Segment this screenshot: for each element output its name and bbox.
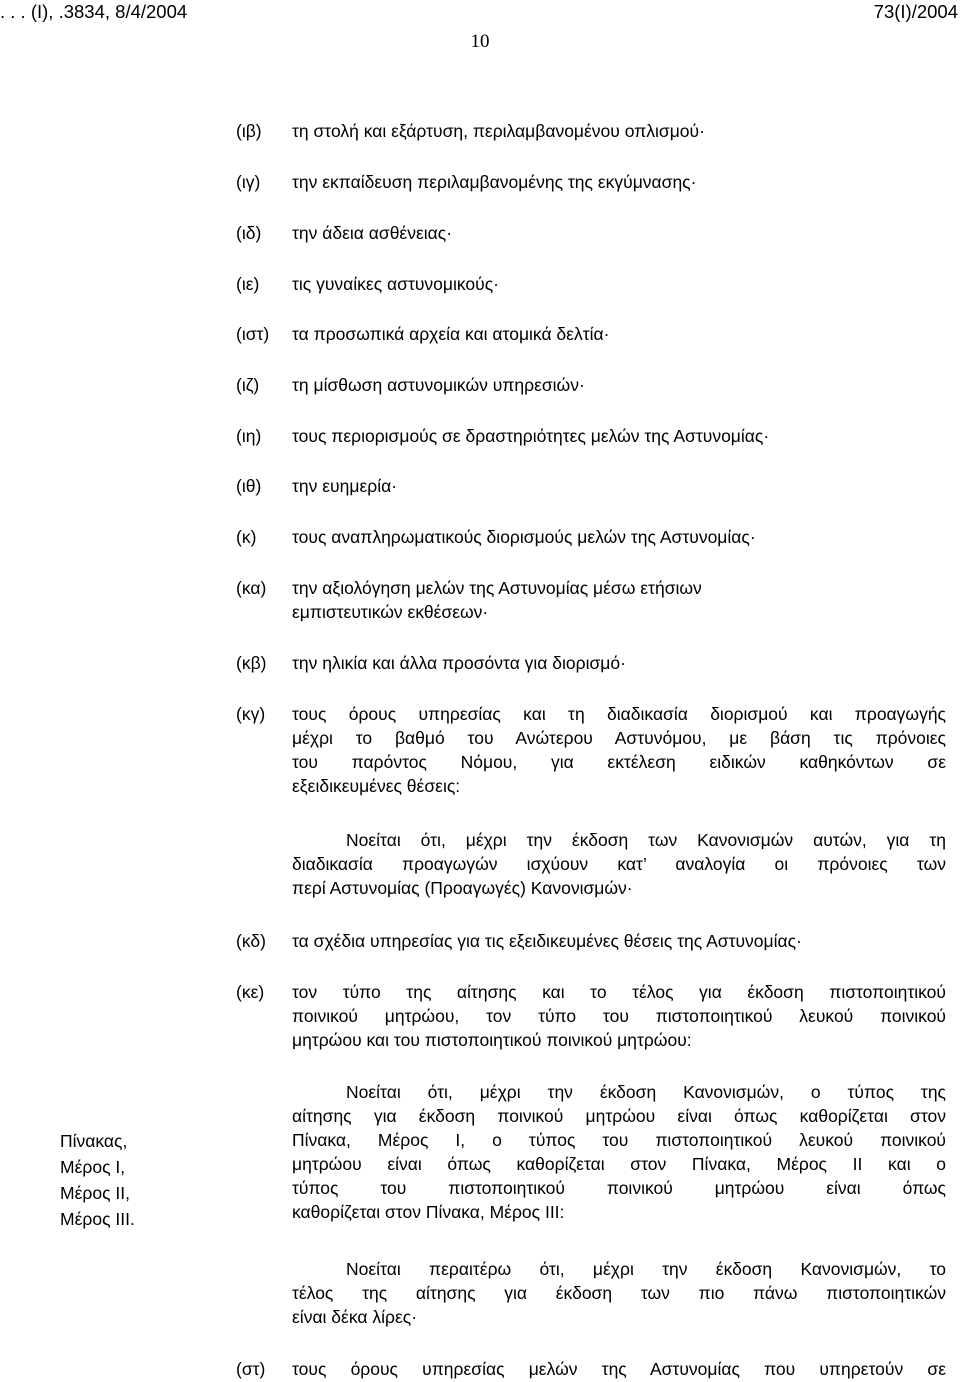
text-line: τον τύπο της αίτησης και το τέλος για έκδοση πιστοποιητικού	[292, 982, 946, 1002]
header-reference: . . . (Ι), .3834, 8/4/2004	[0, 1, 188, 22]
text-line: διαδικασία προαγωγών ισχύουν κατ’ αναλογία οι πρόνοιες των	[292, 854, 946, 874]
item-text	[292, 576, 946, 624]
item-text: τα προσωπικά αρχεία και ατομικά δελτία·	[292, 324, 610, 344]
item-text	[292, 702, 946, 798]
text-line: Πίνακα, Μέρος Ι, ο τύπος του πιστοποιητικού λευκού ποινικού	[292, 1130, 946, 1150]
text-line: εξειδικευμένες θέσεις:	[292, 776, 461, 796]
item-label: (ιβ)	[236, 121, 262, 141]
text-line: Νοείται περαιτέρω ότι, μέχρι την έκδοση Κανονισμών, το	[346, 1259, 946, 1279]
proviso	[292, 1080, 946, 1224]
text-line: Νοείται ότι, μέχρι την έκδοση Κανονισμών, ο τύπος της	[346, 1082, 946, 1102]
text-line: τους όρους υπηρεσίας και τη διαδικασία διορισμού και προαγωγής	[292, 704, 946, 724]
item-label: (ιη)	[236, 426, 262, 446]
text-line: τύπος του πιστοποιητικού ποινικού μητρώου είναι όπως	[292, 1178, 946, 1198]
margin-note-line: Μέρος ΙΙΙ.	[60, 1209, 135, 1229]
item-label: (στ)	[236, 1359, 266, 1379]
item-text: τα σχέδια υπηρεσίας για τις εξειδικευμένες θέσεις της Αστυνομίας·	[292, 931, 802, 951]
margin-note-line: Πίνακας,	[60, 1131, 128, 1151]
item-label: (ιζ)	[236, 375, 260, 395]
item-label: (κ)	[236, 527, 257, 547]
item-text: τους περιορισμούς σε δραστηριότητες μελών της Αστυνομίας·	[292, 426, 770, 446]
item-label: (κδ)	[236, 931, 266, 951]
item-text: τις γυναίκες αστυνομικούς·	[292, 274, 499, 294]
item-label: (ιε)	[236, 274, 260, 294]
item-label: (κε)	[236, 982, 265, 1002]
text-line: ποινικού μητρώου, τον τύπο του πιστοποιητικού λευκού ποινικού	[292, 1006, 946, 1026]
text-line: Νοείται ότι, μέχρι την έκδοση των Κανονισμών αυτών, για τη	[346, 830, 946, 850]
text-line: την αξιολόγηση μελών της Αστυνομίας μέσω ετήσιων	[292, 578, 702, 598]
text-line: περί Αστυνομίας (Προαγωγές) Κανονισμών·	[292, 878, 633, 898]
item-text: τους όρους υπηρεσίας μελών της Αστυνομίας που υπηρετούν σε	[292, 1359, 946, 1379]
item-text: την εκπαίδευση περιλαμβανομένης της εκγύμνασης·	[292, 172, 697, 192]
text-line: εμπιστευτικών εκθέσεων·	[292, 602, 489, 622]
text-line: τέλος της αίτησης για έκδοση των πιο πάνω πιστοποιητικών	[292, 1283, 946, 1303]
item-label: (κγ)	[236, 704, 266, 724]
text-line: καθορίζεται στον Πίνακα, Μέρος ΙΙΙ:	[292, 1202, 565, 1222]
header-law-number: 73(Ι)/2004	[873, 1, 958, 22]
proviso	[292, 828, 946, 900]
item-label: (ιστ)	[236, 324, 270, 344]
proviso	[292, 1257, 946, 1329]
item-label: (ιδ)	[236, 223, 262, 243]
text-line: είναι δέκα λίρες·	[292, 1307, 418, 1327]
margin-note	[60, 1129, 200, 1233]
text-line: μέχρι το βαθμό του Ανώτερου Αστυνόμου, με βάση τις πρόνοιες	[292, 728, 946, 748]
item-text: την ευημερία·	[292, 476, 398, 496]
item-text: τη μίσθωση αστυνομικών υπηρεσιών·	[292, 375, 585, 395]
item-text: τη στολή και εξάρτυση, περιλαμβανομένου οπλισμού·	[292, 121, 705, 141]
item-text: την ηλικία και άλλα προσόντα για διορισμό·	[292, 653, 626, 673]
item-label: (ιγ)	[236, 172, 261, 192]
item-text: τους αναπληρωματικούς διορισμούς μελών της Αστυνομίας·	[292, 527, 756, 547]
text-line: μητρώου είναι όπως καθορίζεται στον Πίνακα, Μέρος ΙΙ και ο	[292, 1154, 946, 1174]
item-label: (κα)	[236, 578, 267, 598]
margin-note-line: Μέρος Ι,	[60, 1157, 126, 1177]
item-label: (κβ)	[236, 653, 267, 673]
item-text	[292, 980, 946, 1052]
text-line: αίτησης για έκδοση ποινικού μητρώου είναι όπως καθορίζεται στον	[292, 1106, 946, 1126]
text-line: του παρόντος Νόμου, για εκτέλεση ειδικών καθηκόντων σε	[292, 752, 946, 772]
page-number: 10	[470, 31, 490, 52]
text-line: μητρώου και του πιστοποιητικού ποινικού μητρώου:	[292, 1030, 692, 1050]
margin-note-line: Μέρος ΙΙ,	[60, 1183, 130, 1203]
item-label: (ιθ)	[236, 476, 262, 496]
item-text: την άδεια ασθένειας·	[292, 223, 453, 243]
